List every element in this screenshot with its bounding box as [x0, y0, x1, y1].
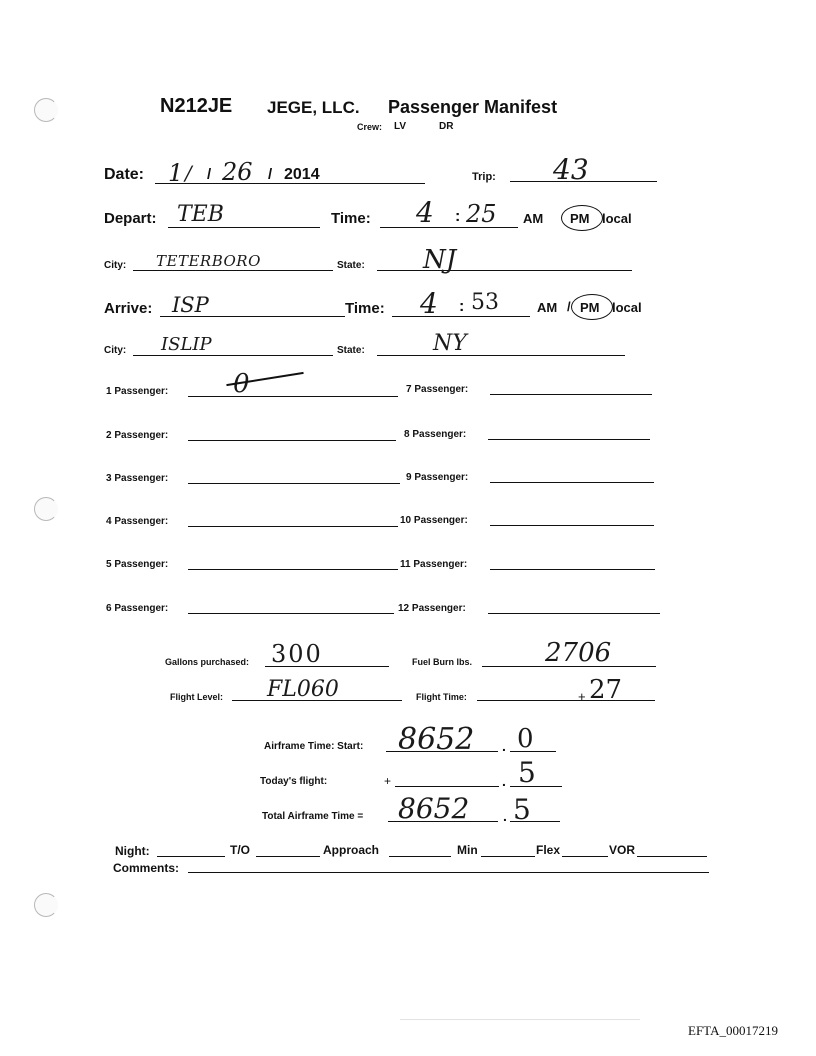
passenger-12-label: 12 Passenger:: [398, 603, 466, 614]
depart-state: NJ: [423, 245, 457, 275]
crew-member-2: DR: [439, 121, 454, 132]
gallons-label: Gallons purchased:: [165, 657, 250, 667]
approach-underline: [389, 856, 451, 857]
fuel-burn-label: Fuel Burn lbs.: [412, 657, 473, 667]
arrive-label: Arrive:: [104, 300, 153, 317]
vor-underline: [637, 856, 707, 857]
depart-hour: 4: [416, 196, 434, 229]
fuel-burn-value: 2706: [545, 638, 612, 668]
flight-time-plus: +: [578, 689, 586, 704]
crew-label: Crew:: [357, 122, 383, 132]
night-label: Night:: [115, 844, 150, 858]
passenger-10-underline: [490, 525, 654, 526]
todays-flight-label: Today's flight:: [260, 776, 328, 787]
flight-level-label: Flight Level:: [170, 692, 224, 702]
passenger-5-underline: [188, 569, 398, 570]
airframe-start-whole: 8652: [398, 722, 475, 757]
todays-flight-tenth: 5: [518, 756, 536, 789]
depart-time-label: Time:: [331, 210, 371, 227]
arrive-time-label: Time:: [345, 300, 385, 317]
depart-state-underline: [377, 270, 632, 271]
scan-artifact-line: [400, 1019, 640, 1020]
arrive-time-colon: :: [459, 298, 465, 315]
passenger-10-label: 10 Passenger:: [400, 515, 468, 526]
arrive-pm-circle: [571, 294, 613, 320]
bates-number: EFTA_00017219: [688, 1023, 778, 1038]
vor-label: VOR: [609, 843, 636, 857]
passenger-11-label: 11 Passenger:: [400, 559, 468, 570]
total-airframe-tenth: 5: [513, 793, 531, 826]
arrive-local: local: [612, 300, 642, 315]
todays-flight-underline: [395, 786, 499, 787]
depart-label: Depart:: [104, 210, 157, 227]
date-sep-2: /: [207, 166, 212, 183]
passenger-8-underline: [488, 439, 650, 440]
flight-level-value: FL060: [267, 677, 339, 702]
date-month: 1: [168, 159, 184, 187]
tail-number: N212JE: [160, 95, 233, 117]
binder-hole-bottom: [34, 893, 58, 917]
arrive-minute: 53: [471, 290, 499, 315]
trip-value: 43: [553, 153, 589, 186]
passenger-2-underline: [188, 440, 396, 441]
passenger-1-label: 1 Passenger:: [106, 386, 169, 397]
night-underline: [157, 856, 225, 857]
passenger-6-label: 6 Passenger:: [106, 603, 169, 614]
airframe-start-dot: .: [502, 738, 506, 754]
binder-hole-middle: [34, 497, 58, 521]
flight-time-value: 27: [589, 675, 623, 705]
passenger-7-underline: [490, 394, 652, 395]
arrive-am: AM: [537, 300, 558, 315]
depart-city-label: City:: [104, 260, 127, 271]
comments-underline: [188, 872, 709, 873]
passenger-1-underline: [188, 396, 398, 397]
date-sep-3: /: [268, 166, 273, 183]
passenger-8-label: 8 Passenger:: [404, 429, 467, 440]
passenger-2-label: 2 Passenger:: [106, 430, 169, 441]
depart-pm-circle: [561, 205, 603, 231]
passenger-3-label: 3 Passenger:: [106, 473, 169, 484]
flight-time-underline: [477, 700, 655, 701]
arrive-state-underline: [377, 355, 625, 356]
todays-flight-dot: .: [502, 773, 506, 789]
date-sep-1: /: [185, 161, 192, 185]
arrive-city-label: City:: [104, 345, 127, 356]
arrive-slash: /: [567, 299, 571, 314]
company-name: JEGE, LLC.: [267, 98, 360, 117]
airframe-start-tenth: 0: [517, 724, 534, 754]
to-label: T/O: [230, 843, 250, 857]
arrive-hour: 4: [420, 287, 438, 320]
depart-am: AM: [523, 211, 544, 226]
comments-label: Comments:: [113, 861, 180, 875]
crew-member-1: LV: [394, 121, 407, 132]
depart-local: local: [602, 211, 632, 226]
passenger-12-underline: [488, 613, 660, 614]
arrive-city-underline: [133, 355, 333, 356]
date-day: 26: [222, 158, 253, 186]
flex-underline: [562, 856, 608, 857]
date-year: 2014: [284, 166, 320, 183]
binder-hole-top: [34, 98, 58, 122]
depart-time-colon: :: [455, 208, 461, 225]
passenger-9-label: 9 Passenger:: [406, 472, 469, 483]
passenger-7-label: 7 Passenger:: [406, 384, 469, 395]
arrive-state: NY: [433, 331, 467, 356]
date-label: Date:: [104, 166, 145, 183]
arrive-airport: ISP: [172, 293, 209, 317]
passenger-4-underline: [188, 526, 398, 527]
approach-label: Approach: [323, 843, 380, 857]
passenger-5-label: 5 Passenger:: [106, 559, 169, 570]
flight-time-label: Flight Time:: [416, 692, 467, 702]
depart-minute: 25: [466, 200, 497, 228]
depart-underline: [168, 227, 320, 228]
arrive-state-label: State:: [337, 345, 365, 356]
airframe-start-label: Airframe Time: Start:: [264, 741, 364, 752]
depart-city-underline: [133, 270, 333, 271]
passenger-9-underline: [490, 482, 654, 483]
depart-city: TETERBORO: [156, 252, 261, 270]
total-airframe-whole: 8652: [398, 792, 470, 825]
min-underline: [481, 856, 535, 857]
depart-state-label: State:: [337, 260, 365, 271]
depart-airport: TEB: [177, 202, 224, 227]
arrive-pm: PM: [580, 300, 600, 315]
gallons-value: 300: [271, 640, 323, 668]
document-title: Passenger Manifest: [388, 97, 558, 117]
depart-time-underline: [380, 227, 518, 228]
arrive-city: ISLIP: [161, 334, 212, 355]
min-label: Min: [457, 843, 478, 857]
total-airframe-label: Total Airframe Time =: [262, 811, 364, 822]
passenger-4-label: 4 Passenger:: [106, 516, 169, 527]
to-underline: [256, 856, 320, 857]
passenger-6-underline: [188, 613, 394, 614]
trip-label: Trip:: [472, 171, 496, 183]
passenger-11-underline: [490, 569, 655, 570]
total-airframe-dot: .: [503, 808, 507, 824]
arrive-time-underline: [392, 316, 530, 317]
passenger-1-value: 0: [233, 369, 250, 399]
todays-flight-plus: +: [384, 774, 392, 788]
depart-pm: PM: [570, 211, 590, 226]
passenger-3-underline: [188, 483, 400, 484]
flex-label: Flex: [536, 843, 561, 857]
